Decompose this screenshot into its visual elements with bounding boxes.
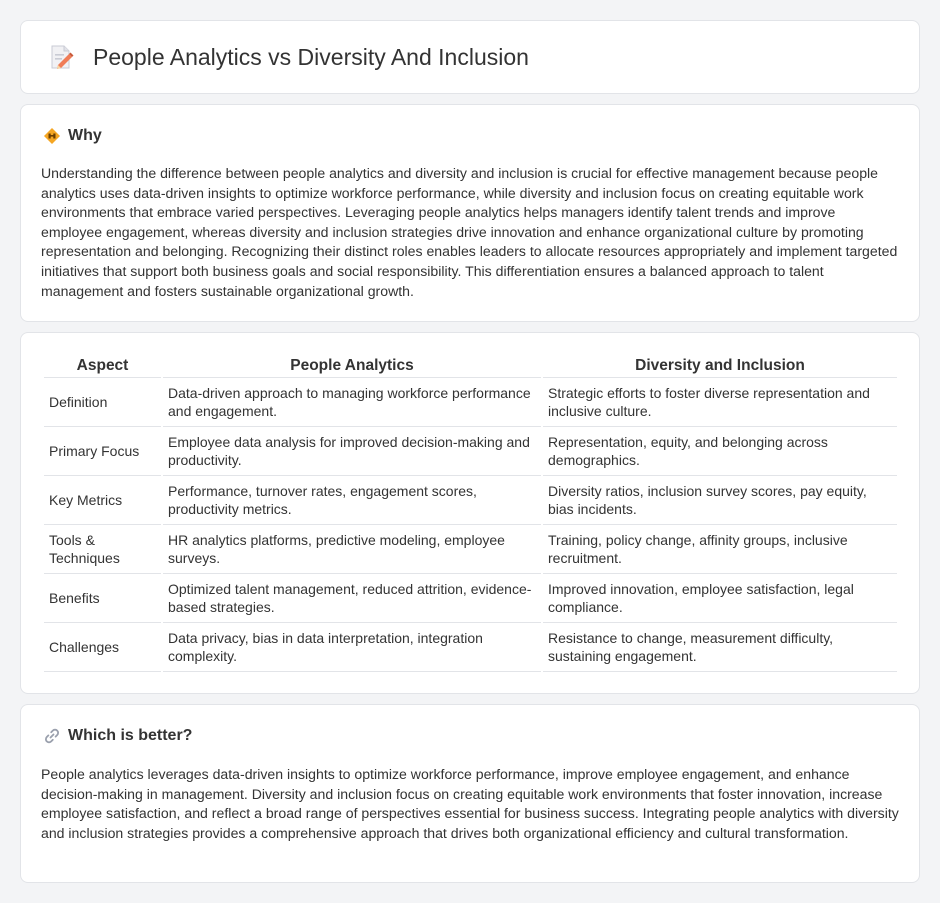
diamond-signpost-icon	[43, 127, 61, 145]
why-section-header	[43, 127, 102, 145]
better-body: People analytics leverages data-driven insights to optimize workforce performance, improve employee engagement, and enhance decision-making in management. Diversity and inclusion focus on creating equitable work environments that foster innovation, increase employee satisfaction, and reflect a broad range of perspectives essential for business success. Integrating people analytics with diversity and inclusion strategies provides a comprehensive approach that drives both organizational efficiency and cultural transformation.	[41, 766, 899, 841]
table-row	[44, 525, 897, 574]
diversity-inclusion-cell: Improved innovation, employee satisfaction, legal compliance.	[543, 574, 897, 623]
people-analytics-cell: Data privacy, bias in data interpretation, integration complexity.	[163, 623, 541, 672]
aspect-cell: Challenges	[44, 623, 161, 672]
aspect-cell: Tools & Techniques	[44, 525, 161, 574]
aspect-cell: Benefits	[44, 574, 161, 623]
document-pencil-icon	[47, 43, 75, 71]
table-row	[44, 378, 897, 427]
people-analytics-cell: HR analytics platforms, predictive modeling, employee surveys.	[163, 525, 541, 574]
aspect-cell: Definition	[44, 378, 161, 427]
why-section	[20, 104, 920, 322]
column-header-aspect: Aspect	[44, 353, 161, 378]
aspect-cell: Key Metrics	[44, 476, 161, 525]
table-row	[44, 574, 897, 623]
people-analytics-cell: Employee data analysis for improved decision-making and productivity.	[163, 427, 541, 476]
why-body: Understanding the difference between people analytics and diversity and inclusion is crucial for effective management because people analytics uses data-driven insights to optimize workforce performance, while diversity and inclusion focus on creating equitable work environments that embrace varied perspectives. Leveraging people analytics helps managers identify talent trends and improve employee engagement, whereas diversity and inclusion strategies drive innovation and enhance organizational culture by promoting representation and belonging. Recognizing their distinct roles enables leaders to allocate resources appropriately and implement targeted initiatives that support both business goals and social responsibility. This differentiation ensures a balanced approach to talent management and fosters sustainable organizational growth.	[41, 165, 898, 299]
better-heading: Which is better?	[68, 727, 193, 744]
diversity-inclusion-cell: Training, policy change, affinity groups, inclusive recruitment.	[543, 525, 897, 574]
table-header-row	[44, 353, 897, 378]
comparison-section	[20, 332, 920, 694]
diversity-inclusion-cell: Diversity ratios, inclusion survey scores, pay equity, bias incidents.	[543, 476, 897, 525]
why-heading: Why	[68, 127, 102, 144]
people-analytics-cell: Data-driven approach to managing workforce performance and engagement.	[163, 378, 541, 427]
diversity-inclusion-cell: Strategic efforts to foster diverse representation and inclusive culture.	[543, 378, 897, 427]
diversity-inclusion-cell: Representation, equity, and belonging across demographics.	[543, 427, 897, 476]
table-row	[44, 623, 897, 672]
table-row	[44, 476, 897, 525]
comparison-table	[42, 353, 899, 672]
link-icon	[43, 727, 61, 745]
column-header-diversity-inclusion: Diversity and Inclusion	[543, 353, 897, 378]
which-is-better-section	[20, 704, 920, 883]
better-section-header	[43, 727, 192, 745]
column-header-people-analytics: People Analytics	[163, 353, 541, 378]
table-row	[44, 427, 897, 476]
aspect-cell: Primary Focus	[44, 427, 161, 476]
diversity-inclusion-cell: Resistance to change, measurement difficulty, sustaining engagement.	[543, 623, 897, 672]
people-analytics-cell: Optimized talent management, reduced attrition, evidence-based strategies.	[163, 574, 541, 623]
page-title: People Analytics vs Diversity And Inclusion	[93, 43, 529, 70]
header-card	[20, 20, 920, 94]
people-analytics-cell: Performance, turnover rates, engagement scores, productivity metrics.	[163, 476, 541, 525]
